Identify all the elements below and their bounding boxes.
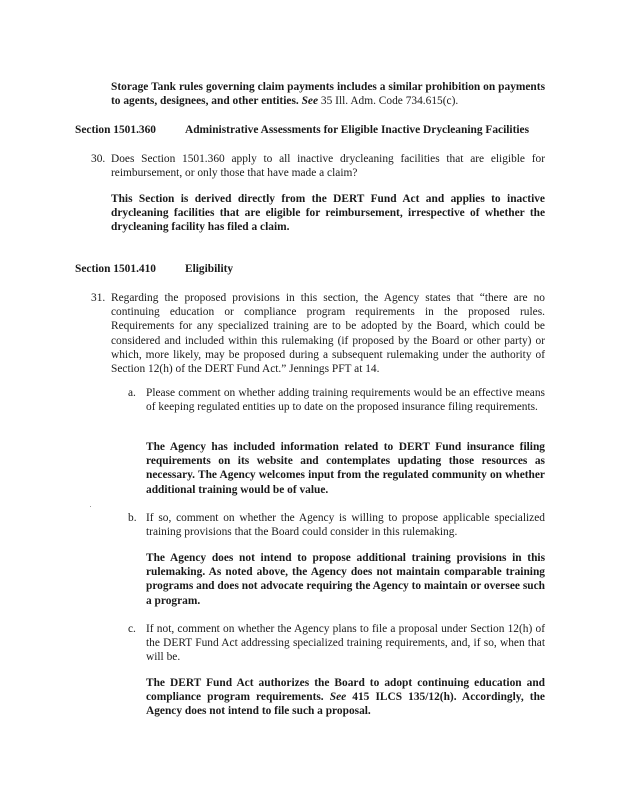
question-number: 30.: [91, 153, 106, 165]
subquestion-label: a.: [128, 387, 136, 399]
answer-31a: The Agency has included information related to DERT Fund insurance filing requirements on its website and contemplates updating those resources as necessary. The Agency welcomes input from the regulated community on whether additional training would be of value.: [146, 441, 545, 496]
question-30: Does Section 1501.360 apply to all inactive drycleaning facilities that are eligible for reimbursement, or only those that have made a claim?: [111, 153, 545, 180]
question-31: Regarding the proposed provisions in this section, the Agency states that “there are no continuing education or compliance program requirements in the proposed rules. Requirements for any specialized training are to be adopted by the Board, which could be considered and included within this rulemaking (if proposed by the Board or other party) or which, more likely, may be proposed during a subsequent rulemaking under the authority of Section 12(h) of the DERT Fund Act.” Jennings PFT at 14.: [111, 292, 545, 376]
subquestion-label: c.: [128, 623, 136, 635]
question-31b: If so, comment on whether the Agency is willing to propose applicable specialized training provisions that the Board could consider in this rulemaking.: [146, 512, 545, 539]
section-title: Administrative Assessments for Eligible Inactive Drycleaning Facilities: [185, 124, 530, 136]
section-title: Eligibility: [185, 263, 234, 275]
answer-31c-text: The DERT Fund Act authorizes the Board to adopt continuing education and compliance program requirements.: [146, 677, 545, 704]
intro-citation: 35 Ill. Adm. Code 734.615(c).: [320, 95, 459, 108]
section-number: Section 1501.410: [75, 263, 156, 275]
question-number: 31.: [91, 292, 106, 304]
question-31a: Please comment on whether adding training requirements would be an effective means of keeping regulated entities up to date on the proposed insurance filing requirements.: [146, 387, 545, 414]
intro-answer: [111, 80, 545, 108]
answer-31c: [146, 676, 545, 719]
section-heading-1501-410: [75, 262, 233, 276]
stray-mark: [90, 506, 91, 507]
intro-answer-text: Storage Tank rules governing claim payments includes a similar prohibition on payments to agents, designees, and other entities.: [111, 81, 545, 108]
answer-31c-see: See: [329, 691, 347, 704]
intro-see: See: [301, 95, 319, 108]
section-number: Section 1501.360: [75, 124, 156, 136]
question-31c: If not, comment on whether the Agency plans to file a proposal under Section 12(h) of the DERT Fund Act addressing specialized training requirements, and, if so, when that will be.: [146, 623, 545, 664]
answer-31b: The Agency does not intend to propose additional training provisions in this rulemaking. As noted above, the Agency does not maintain comparable training programs and does not advocate requiring the Agency to maintain or oversee such a program.: [146, 552, 545, 607]
subquestion-label: b.: [128, 512, 137, 524]
answer-31c-citation: 415 ILCS 135/12(h). Accordingly, the Agency does not intend to file such a proposal.: [146, 691, 545, 718]
answer-30: This Section is derived directly from the DERT Fund Act and applies to inactive drycleaning facilities that are eligible for reimbursement, irrespective of whether the drycleaning facility has filed a claim.: [111, 193, 545, 234]
section-heading-1501-360: [75, 123, 529, 137]
